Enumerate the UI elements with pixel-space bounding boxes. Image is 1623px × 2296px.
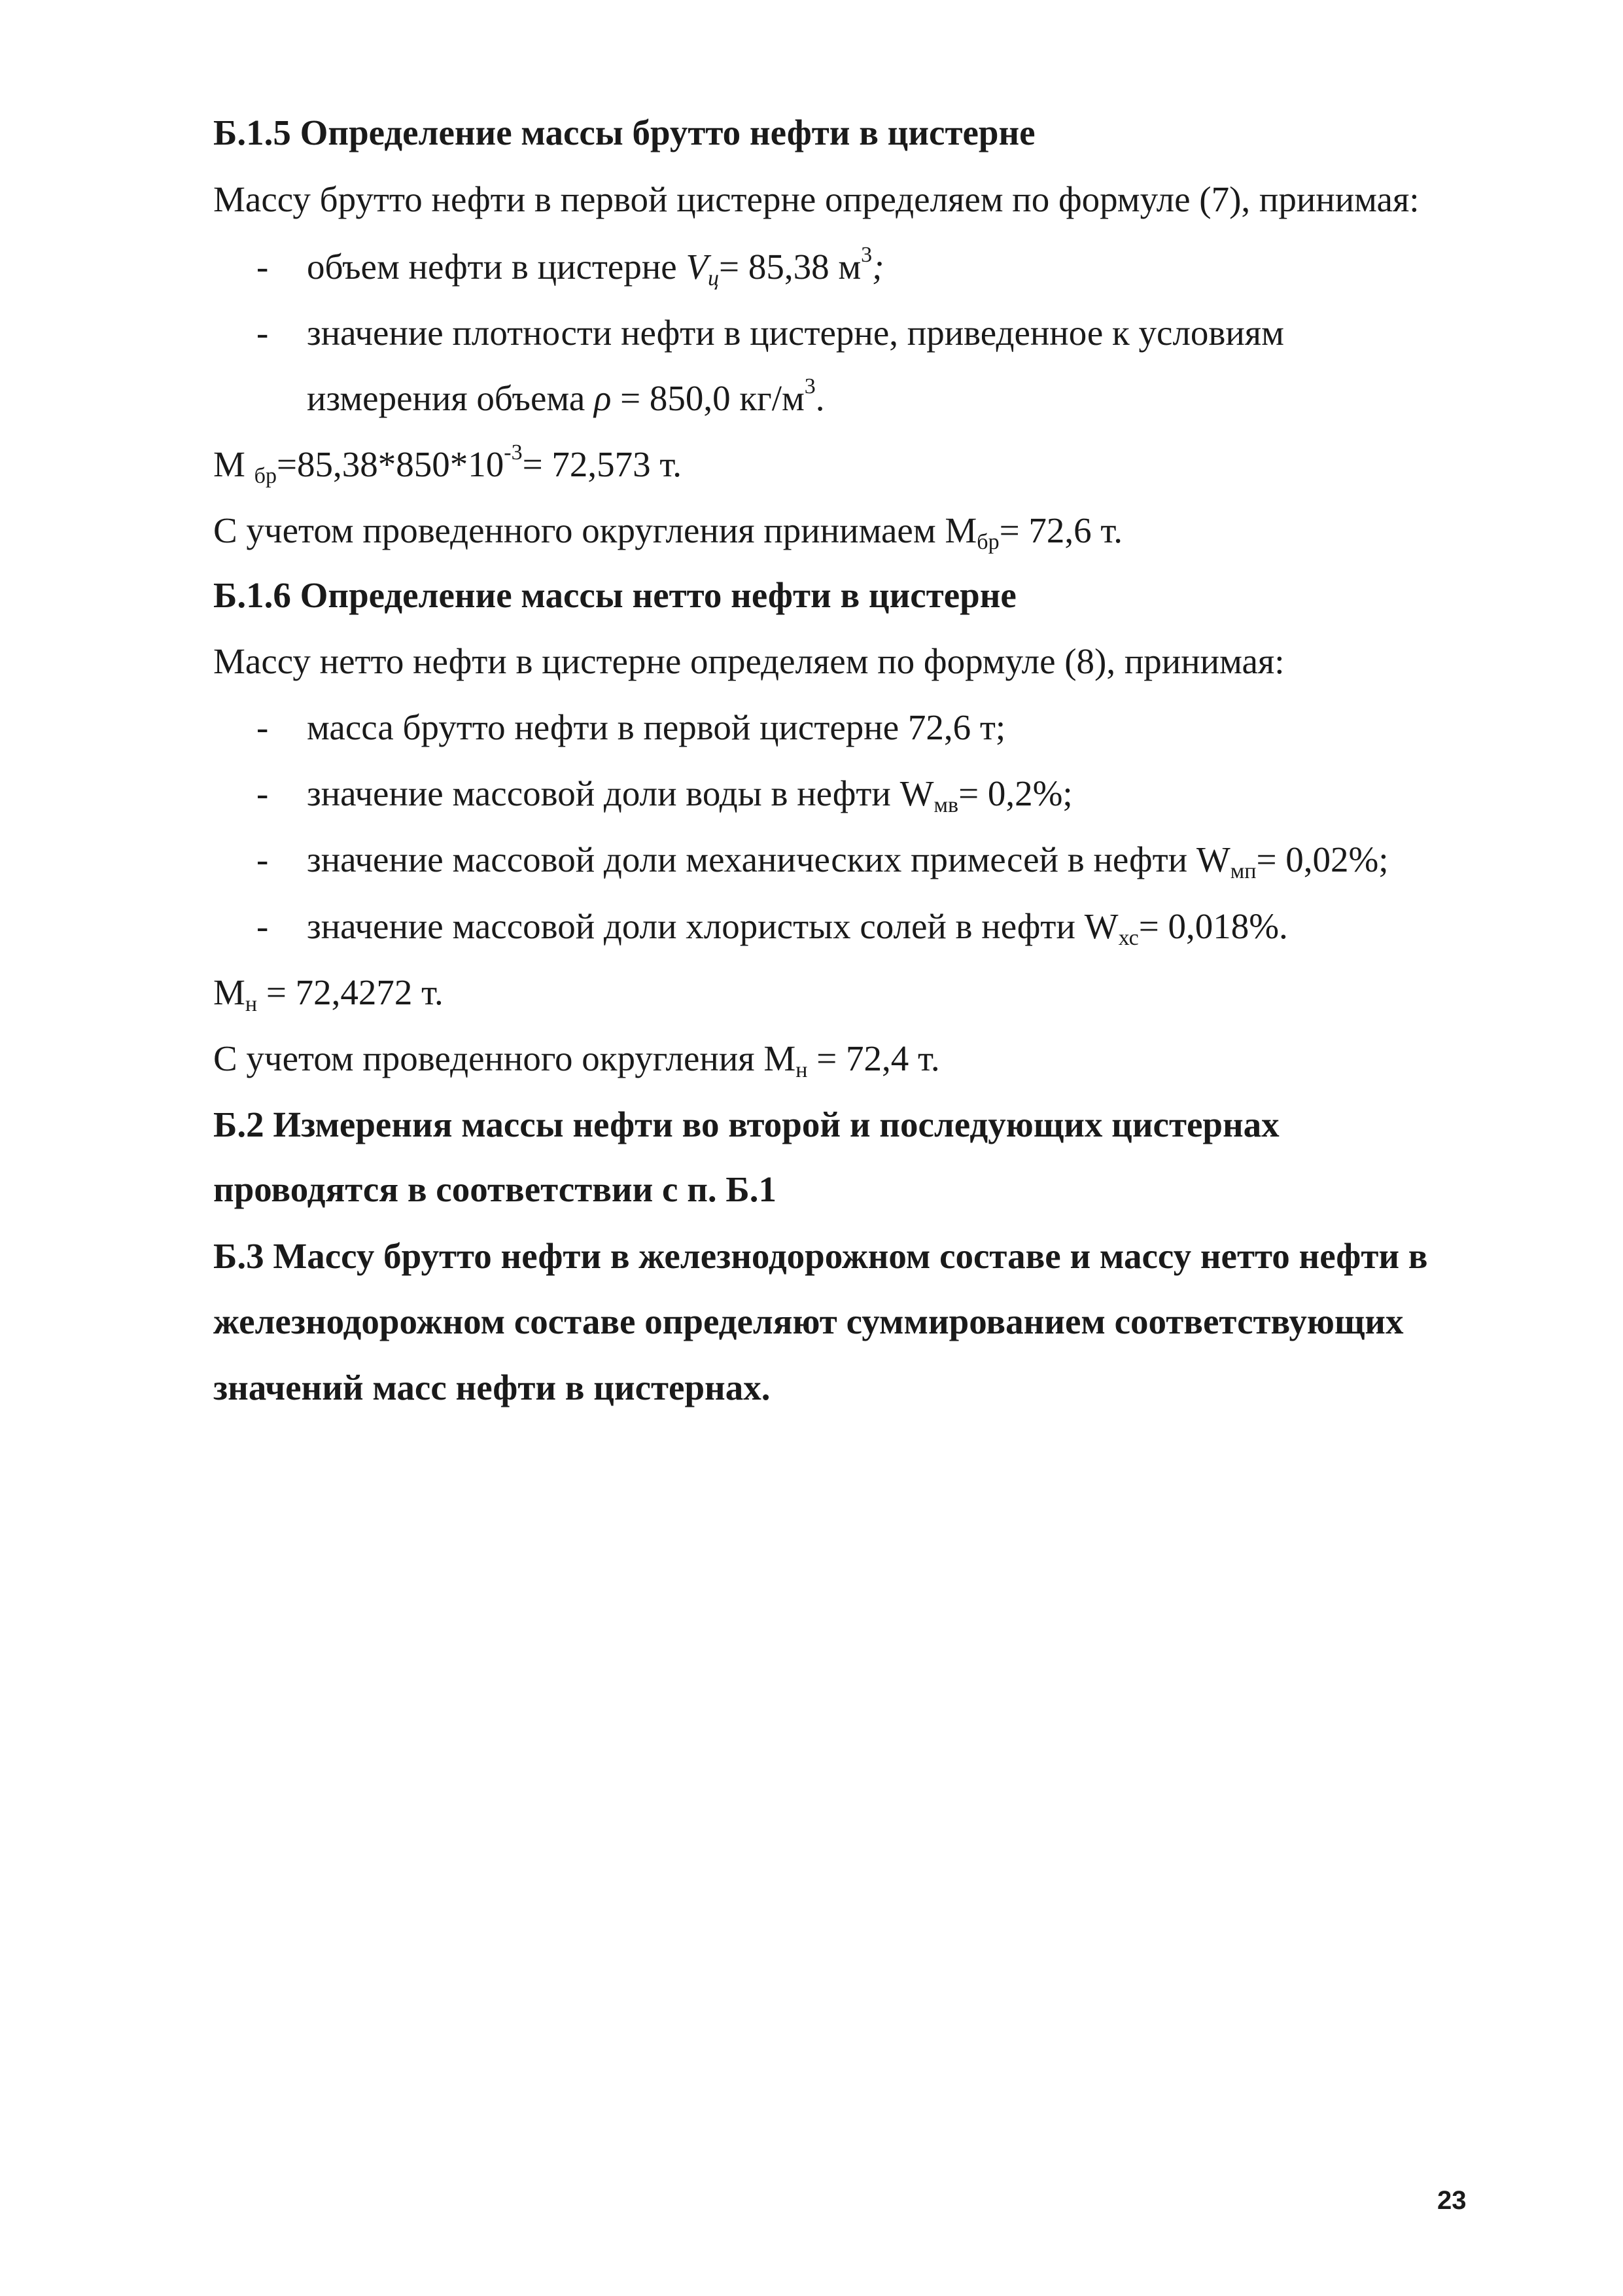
list-bullet: - (256, 707, 269, 747)
list-item-density-continuation: измерения объема ρ = 850,0 $кг/м^3$. (307, 374, 825, 418)
gross-mass-rounding: С учетом проведенного округления принимаем $М_{бр}= 72,6$ т. (213, 510, 1123, 554)
section-b3-line3: значений масс нефти в цистернах. (213, 1368, 771, 1407)
list-item-water: значение массовой доли воды в нефти $W_{мв}= 0,2\%$; (307, 773, 1073, 817)
list-bullet: - (256, 906, 269, 946)
list-item-density: значение плотности нефти в цистерне, приведенное к условиям (307, 313, 1284, 353)
section-b16-intro: Массу нетто нефти в цистерне определяем по формуле (8), принимая: (213, 641, 1285, 681)
list-bullet: - (256, 313, 269, 353)
list-item-volume: объем нефти в цистерне $V_ц= 85,38$ $м^3$; (307, 243, 884, 291)
list-item-gross: масса брутто нефти в первой цистерне 72,6 т; (307, 707, 1006, 747)
net-mass-rounding: С учетом проведенного округления $М_н = 72,4$ т. (213, 1038, 940, 1082)
list-item-salts: значение массовой доли хлористых солей в нефти $W_{хс}= 0,018\%$. (307, 906, 1288, 950)
section-b15-intro: Массу брутто нефти в первой цистерне определяем по формуле (7), принимая: (213, 179, 1420, 219)
section-b15-heading: Б.1.5 Определение массы брутто нефти в цистерне (213, 113, 1036, 152)
gross-mass-formula: М $_{бр}=85,38*850*10^{-3}= 72,573$ т. (213, 440, 682, 488)
section-b2-line2: проводятся в соответствии с п. Б.1 (213, 1169, 777, 1209)
list-bullet: - (256, 247, 269, 287)
section-b2-line1: Б.2 Измерения массы нефти во второй и последующих цистернах (213, 1104, 1280, 1144)
list-item-impurities: значение массовой доли механических примесей в нефти $W_{мп}= 0,02\%$; (307, 839, 1389, 883)
section-b16-heading: Б.1.6 Определение массы нетто нефти в цистерне (213, 575, 1017, 615)
list-bullet: - (256, 839, 269, 879)
list-bullet: - (256, 773, 269, 813)
section-b3-line2: железнодорожном составе определяют суммированием соответствующих (213, 1301, 1404, 1341)
section-b3-line1: Б.3 Массу брутто нефти в железнодорожном составе и массу нетто нефти в (213, 1236, 1428, 1276)
net-mass-result: $М_н = 72,4272$ т. (213, 972, 444, 1016)
page-number: 23 (1437, 2186, 1467, 2215)
